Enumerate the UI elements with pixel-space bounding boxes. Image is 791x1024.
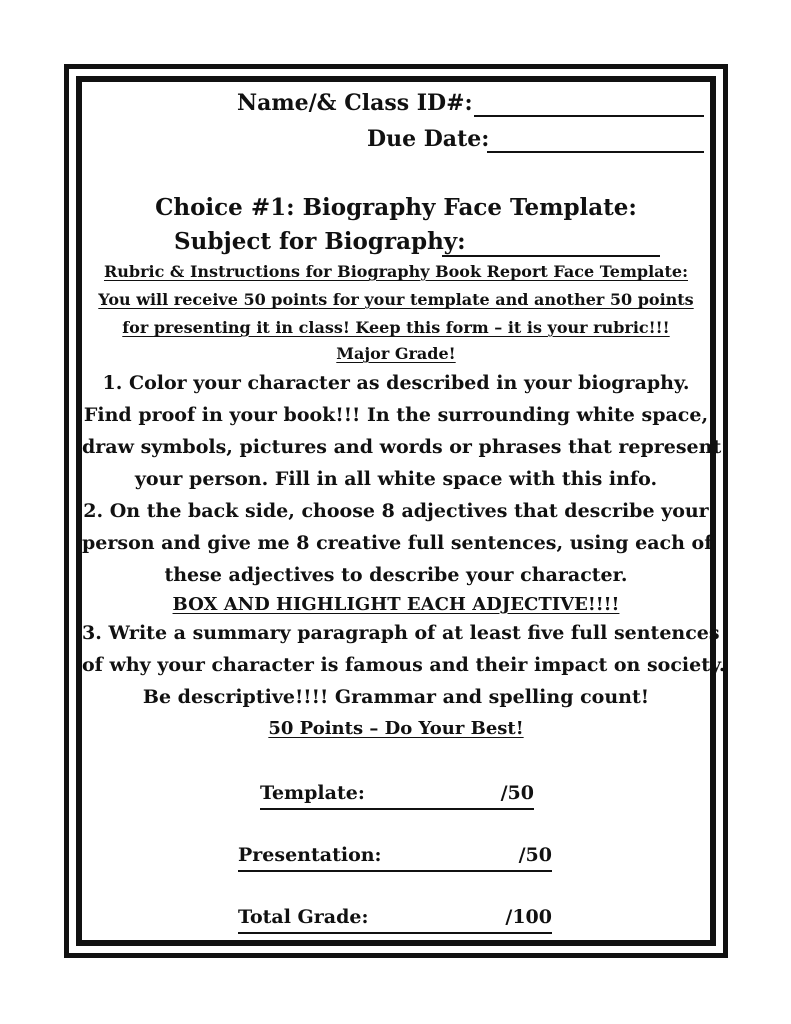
instruction-line: person and give me 8 creative full sentences, using each of [82,532,713,554]
instruction-line: 2. On the back side, choose 8 adjectives that describe your [83,500,709,522]
points-do-your-best: 50 Points – Do Your Best! [268,718,524,739]
rubric-points-line: You will receive 50 points for your template and another 50 points [98,290,694,309]
total-grade-label: Total Grade: [238,906,369,928]
instruction-line: these adjectives to describe your character. [164,564,628,586]
template-score-blank[interactable] [260,782,534,810]
choice-title: Choice #1: Biography Face Template: [155,194,637,221]
instruction-line: Find proof in your book!!! In the surrounding white space, [83,404,709,426]
due-date-blank[interactable] [487,150,704,153]
subject-label: Subject for Biography: [174,228,466,255]
instruction-line: of why your character is famous and their impact on society. [82,654,726,676]
name-class-id-label: Name/& Class ID#: [237,90,473,116]
instruction-line: your person. Fill in all white space with this info. [134,468,658,490]
instruction-line: Be descriptive!!!! Grammar and spelling count! [142,686,650,708]
due-date-label: Due Date: [367,126,490,152]
presentation-score-max: /50 [518,844,552,866]
presentation-score-blank[interactable] [238,844,552,872]
rubric-heading: Rubric & Instructions for Biography Book Report Face Template: [103,262,688,281]
template-score-label: Template: [260,782,365,804]
total-grade-max: /100 [505,906,552,928]
template-score-max: /50 [500,782,534,804]
subject-blank[interactable] [442,254,660,257]
instruction-line: draw symbols, pictures and words or phrases that represent [82,436,722,458]
total-grade-blank[interactable] [238,906,552,934]
name-class-id-blank[interactable] [474,114,704,117]
presentation-score-label: Presentation: [238,844,382,866]
rubric-form [82,82,726,940]
instruction-line: 1. Color your character as described in your biography. [102,372,690,394]
instruction-line: 3. Write a summary paragraph of at least five full sentences [82,622,720,644]
rubric-keep-form-line: for presenting it in class! Keep this form – it is your rubric!!! [122,318,670,337]
major-grade-label: Major Grade! [336,344,456,363]
adjective-highlight-note: BOX AND HIGHLIGHT EACH ADJECTIVE!!!! [172,594,620,615]
